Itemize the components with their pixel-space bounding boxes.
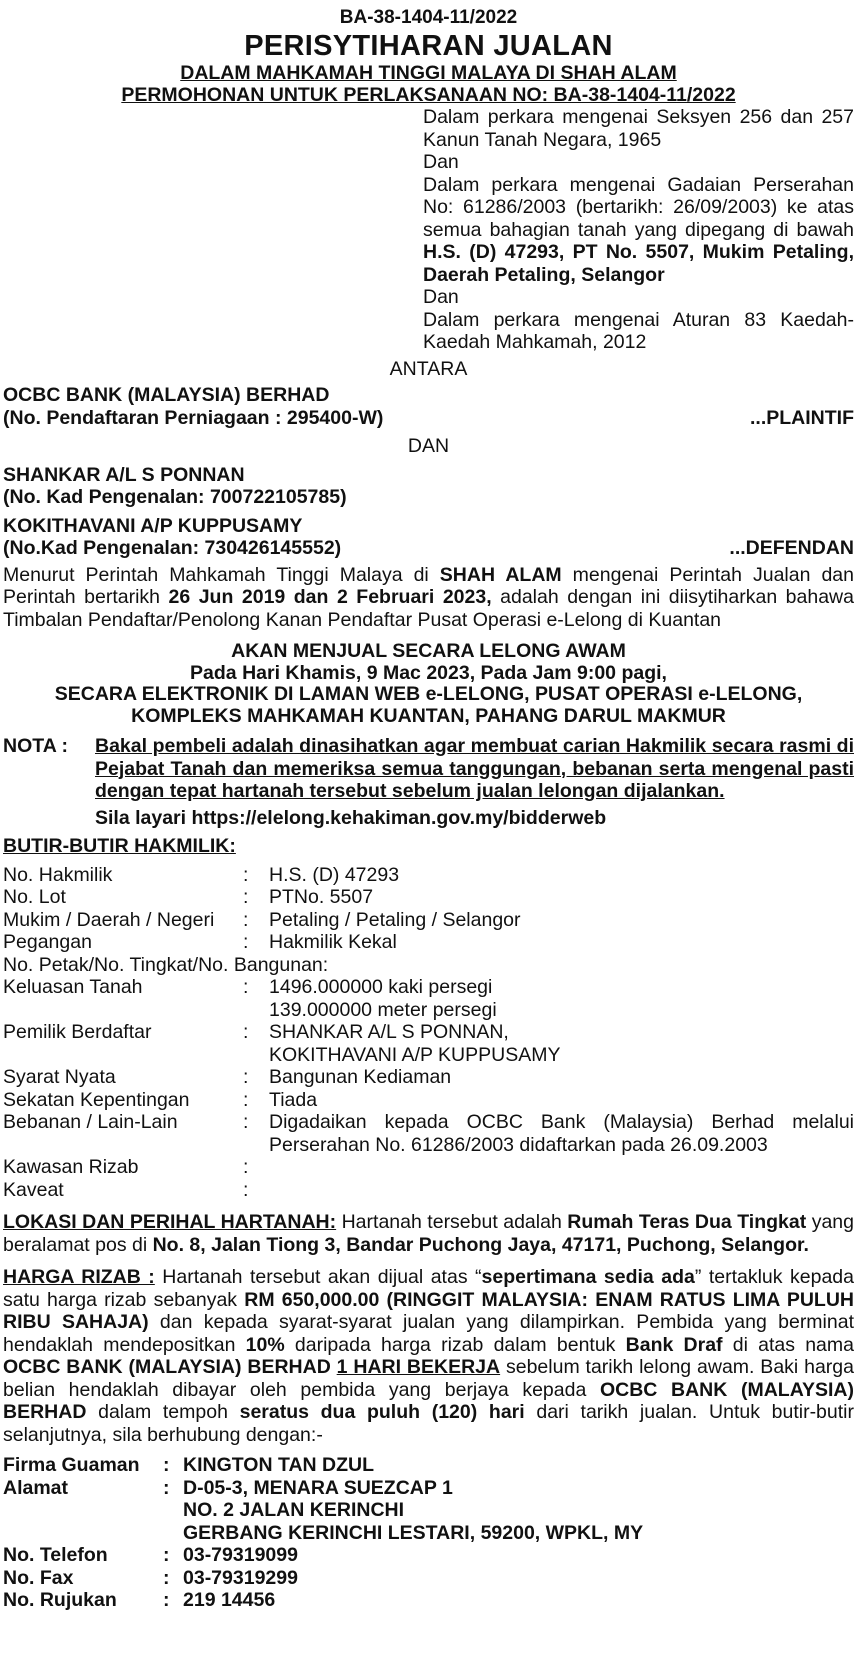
page-title: PERISYTIHARAN JUALAN	[244, 30, 613, 62]
detail-label: No. Lot	[3, 886, 66, 908]
detail-label: Syarat Nyata	[3, 1066, 116, 1088]
defendant2-name: KOKITHAVANI A/P KUPPUSAMY	[3, 514, 303, 537]
auction-line1: AKAN MENJUAL SECARA LELONG AWAM	[231, 640, 626, 662]
detail-value: Tiada	[269, 1088, 318, 1111]
detail-label: Bebanan / Lain-Lain	[3, 1111, 178, 1133]
contact-label: Firma Guaman	[3, 1454, 140, 1476]
land-title-bold: H.S. (D) 47293, PT No. 5507, Mukim Petaling, Daerah Petaling, Selangor	[423, 241, 854, 286]
defendant1-name: SHANKAR A/L S PONNAN	[3, 463, 245, 486]
reserve-price-paragraph: HARGA RIZAB : Hartanah tersebut akan dijual atas “sepertimana sedia ada” tertakluk kepada satu harga rizab sebanyak RM 650,000.00 (RINGGIT MALAYSIA: ENAM RATUS LIMA PULUH RIBU SAHAJA) dan kepada syarat-syarat jualan yang dilampirkan. Pembida yang berminat hendaklah mendepositkan 10% daripada harga rizab dalam bentuk Bank Draf di atas nama OCBC BANK (MALAYSIA) BERHAD 1 HARI BEKERJA sebelum tarikh lelong awam. Baki harga belian hendaklah dibayar oleh pembida yang berjaya kepada OCBC BANK (MALAYSIA) BERHAD dalam tempoh seratus dua puluh (120) hari dari tarikh jualan. Untuk butir-butir selanjutnya, sila berhubung dengan:-	[3, 1266, 854, 1446]
detail-label: Pemilik Berdaftar	[3, 1021, 152, 1043]
defendant1-ic: (No. Kad Pengenalan: 700722105785)	[3, 486, 347, 508]
plaintiff-row	[3, 407, 854, 430]
fax-number: 03-79319299	[183, 1566, 298, 1589]
auction-venue2: KOMPLEKS MAHKAMAH KUANTAN, PAHANG DARUL MAKMUR	[131, 704, 726, 727]
detail-value: Bangunan Kediaman	[269, 1066, 452, 1088]
matter-charge: Dalam perkara mengenai Gadaian Perserahan No: 61286/2003 (bertarikh: 26/09/2003) ke atas semua bahagian tanah yang dipegang di bawah H.S. (D) 47293, PT No. 5507, Mukim Petaling, Daerah Petaling, Selangor	[423, 173, 854, 286]
location-heading: LOKASI DAN PERIHAL HARTANAH:	[3, 1211, 337, 1233]
contact-block: Firma Guaman : KINGTON TAN DZUL Alamat : D-05-3, MENARA SUEZCAP 1 NO. 2 JALAN KERINCHI GERBANG KERINCHI LESTARI, 59200, WPKL, MY No. Telefon : 03-79319099 No. Fax : 03-79319299 No. Rujukan : 219 14456	[3, 1454, 854, 1612]
law-firm-name: KINGTON TAN DZUL	[183, 1454, 375, 1476]
detail-label: Pegangan	[3, 931, 92, 953]
location-paragraph: LOKASI DAN PERIHAL HARTANAH: Hartanah tersebut adalah Rumah Teras Dua Tingkat yang beralamat pos di No. 8, Jalan Tiong 3, Bandar Puchong Jaya, 47171, Puchong, Selangor.	[3, 1211, 854, 1256]
plaintiff-role: ...PLAINTIF	[750, 406, 854, 429]
detail-label: Sekatan Kepentingan	[3, 1088, 190, 1111]
detail-label: Kawasan Rizab	[3, 1156, 139, 1178]
antara-label: ANTARA	[389, 357, 468, 380]
matters-block	[423, 106, 854, 354]
contact-label: Alamat	[3, 1476, 69, 1499]
phone-number: 03-79319099	[183, 1544, 298, 1566]
detail-value: PTNo. 5507	[269, 886, 374, 908]
contact-label: No. Telefon	[3, 1544, 108, 1566]
defendant-role: ...DEFENDAN	[729, 537, 854, 559]
detail-value	[269, 1179, 854, 1202]
title-details-heading: BUTIR-BUTIR HAKMILIK:	[3, 835, 236, 857]
detail-value: Digadaikan kepada OCBC Bank (Malaysia) Berhad melalui Perserahan No. 61286/2003 didaftarkan pada 26.09.2003	[269, 1111, 854, 1156]
nota-block	[3, 735, 854, 829]
nota-warning: Bakal pembeli adalah dinasihatkan agar membuat carian Hakmilik secara rasmi di Pejabat Tanah dan memeriksa semua tanggungan, bebanan serta mengenal pasti dengan tepat hartanah tersebut sebelum jualan lelongan dijalankan.	[95, 735, 854, 802]
detail-label: Kaveat	[3, 1178, 64, 1201]
plaintiff-registration: (No. Pendaftaran Perniagaan : 295400-W)	[3, 406, 384, 429]
reference-number: BA-38-1404-11/2022	[339, 7, 518, 28]
contact-label: No. Fax	[3, 1566, 74, 1589]
application-number: PERMOHONAN UNTUK PERLAKSANAAN NO: BA-38-1404-11/2022	[121, 84, 736, 106]
detail-value: H.S. (D) 47293	[269, 863, 400, 886]
dan-connector: Dan	[423, 151, 459, 173]
detail-value: SHANKAR A/L S PONNAN, KOKITHAVANI A/P KUPPUSAMY	[269, 1021, 561, 1066]
matter-rules: Dalam perkara mengenai Aturan 83 Kaedah-Kaedah Mahkamah, 2012	[423, 308, 854, 353]
defendant2-ic: (No.Kad Pengenalan: 730426145552)	[3, 537, 342, 559]
plaintiff-name: OCBC BANK (MALAYSIA) BERHAD	[3, 384, 330, 406]
detail-value	[269, 1156, 854, 1179]
detail-petak-label: No. Petak/No. Tingkat/No. Bangunan:	[3, 953, 329, 976]
matter-statute: Dalam perkara mengenai Seksyen 256 dan 257 Kanun Tanah Negara, 1965	[423, 106, 854, 151]
defendant2-row	[3, 537, 854, 560]
reserve-price-amount: RM 650,000.00 (RINGGIT MALAYSIA: ENAM RATUS LIMA PULUH RIBU SAHAJA)	[3, 1288, 854, 1333]
detail-label: Mukim / Daerah / Negeri	[3, 908, 215, 931]
intro-paragraph: Menurut Perintah Mahkamah Tinggi Malaya di SHAH ALAM mengenai Perintah Jualan dan Perintah bertarikh 26 Jun 2019 dan 2 Februari 2023, adalah dengan ini diisytiharkan bahawa Timbalan Pendaftar/Penolong Kanan Pendaftar Pusat Operasi e-Lelong di Kuantan	[3, 563, 854, 631]
dan-label: DAN	[407, 435, 450, 457]
court-name: DALAM MAHKAMAH TINGGI MALAYA DI SHAH ALAM	[180, 62, 677, 84]
elelong-link[interactable]: Sila layari https://elelong.kehakiman.gov.my/bidderweb	[95, 806, 607, 829]
reference-value: 219 14456	[183, 1589, 276, 1611]
detail-value: Hakmilik Kekal	[269, 931, 397, 953]
title-details-table: No. Hakmilik : H.S. (D) 47293 No. Lot : PTNo. 5507 Mukim / Daerah / Negeri : Petaling / Petaling / Selangor Pegangan : Hakmilik Kekal No. Petak/No. Tingkat/No. Bangunan: Keluasan Tanah : 1496.000000 kaki persegi 139.000000 meter persegi Pemilik Berdaftar : SHANKAR A/L S PONNAN, KOKITHAVANI A/P KUPPUSAMY Syarat Nyata : Bangunan Kediaman Sekatan Kepentingan : Tiada Bebanan / Lain-Lain : Digadaikan kepada OCBC Bank (Malaysia) Berhad melalui Perserahan No. 61286/2003 didaftarkan pada 26.09.2003 Kawasan Rizab : Kaveat :	[3, 863, 854, 1201]
dan-connector: Dan	[423, 286, 459, 308]
nota-label: NOTA :	[3, 735, 68, 757]
auction-date: Pada Hari Khamis, 9 Mac 2023, Pada Jam 9:00 pagi,	[190, 661, 667, 684]
auction-venue1: SECARA ELEKTRONIK DI LAMAN WEB e-LELONG, PUSAT OPERASI e-LELONG,	[54, 683, 803, 705]
contact-label: No. Rujukan	[3, 1589, 117, 1611]
detail-label: No. Hakmilik	[3, 863, 113, 886]
auction-announcement	[3, 641, 854, 727]
reserve-price-heading: HARGA RIZAB :	[3, 1266, 155, 1288]
detail-value: Petaling / Petaling / Selangor	[269, 908, 521, 931]
detail-value: 1496.000000 kaki persegi 139.000000 meter persegi	[269, 976, 497, 1021]
firm-address: D-05-3, MENARA SUEZCAP 1 NO. 2 JALAN KERINCHI GERBANG KERINCHI LESTARI, 59200, WPKL, MY	[183, 1476, 644, 1544]
detail-label: Keluasan Tanah	[3, 976, 143, 998]
